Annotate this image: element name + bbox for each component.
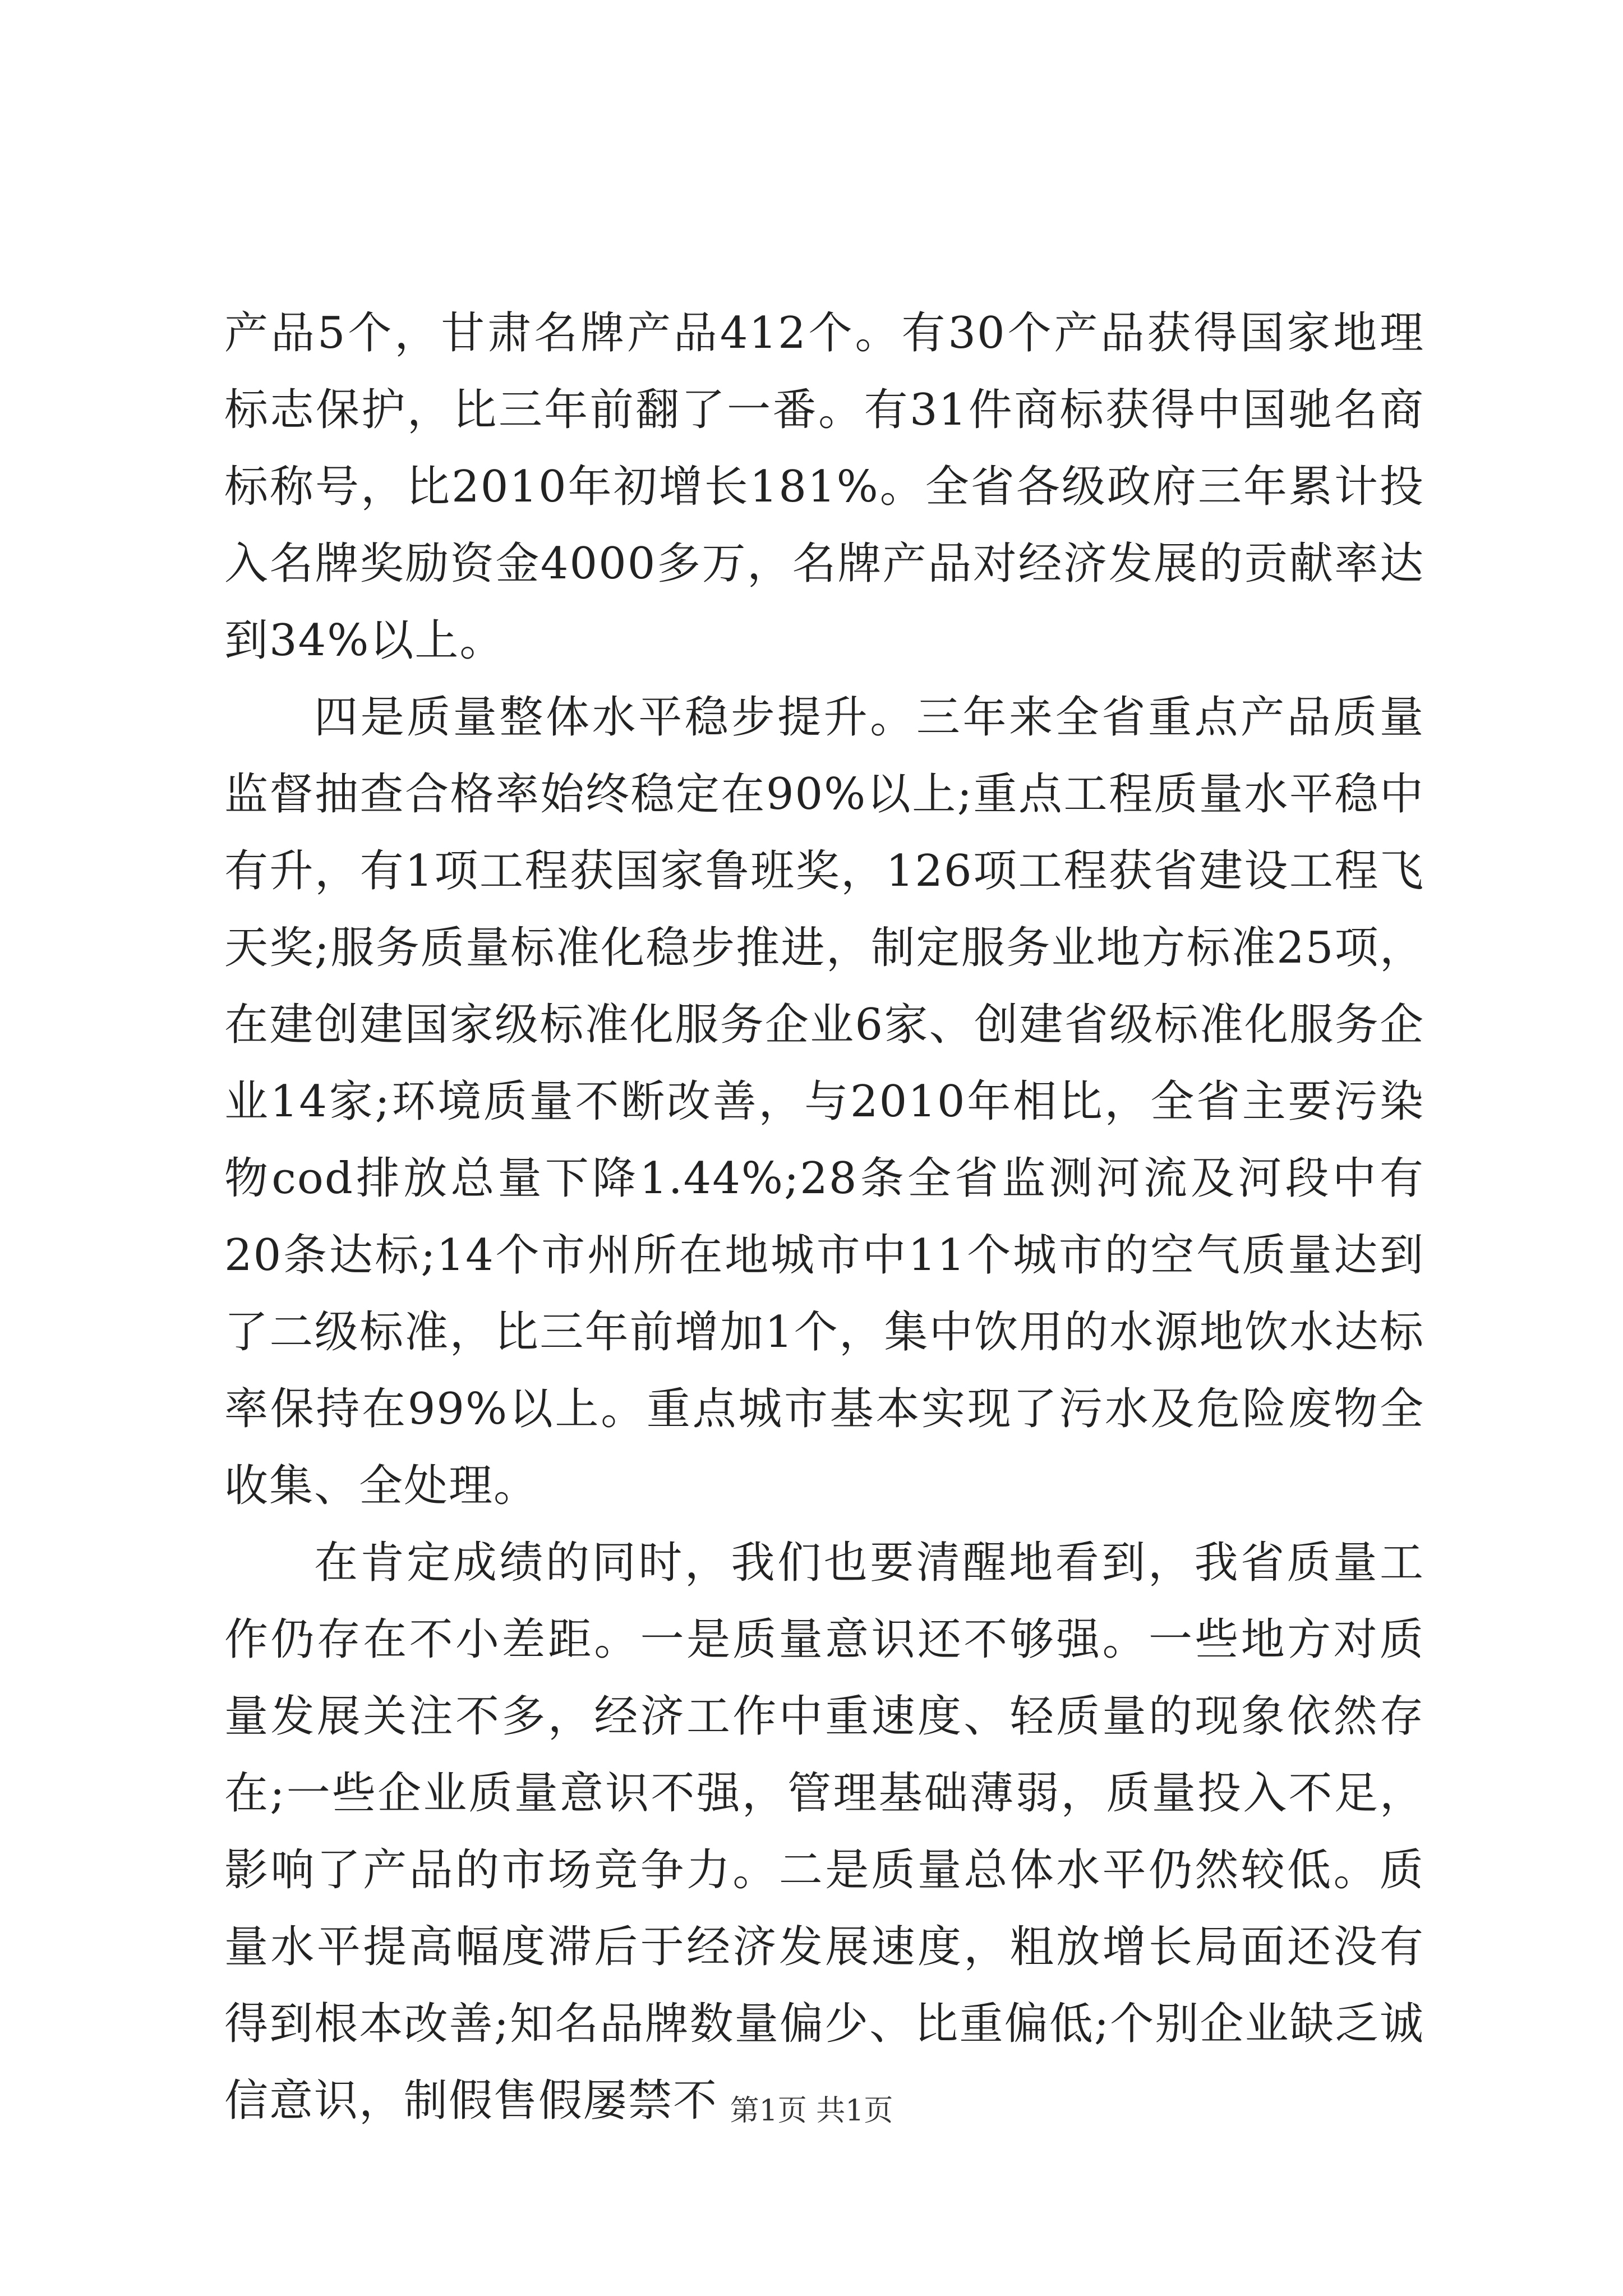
paragraph-quality-level: 四是质量整体水平稳步提升。三年来全省重点产品质量监督抽查合格率始终稳定在90%以上;重点工程质量水平稳中有升，有1项工程获国家鲁班奖，126项工程获省建设工程飞天奖;服务质量标准化稳步推进，制定服务业地方标准25项，在建创建国家级标准化服务企业6家、创建省级标准化服务企业14家;环境质量不断改善，与2010年相比，全省主要污染物cod排放总量下降1.44%;28条全省监测河流及河段中有20条达标;14个市州所在地城市中11个城市的空气质量达到了二级标准，比三年前增加1个，集中饮用的水源地饮水达标率保持在99%以上。重点城市基本实现了污水及危险废物全收集、全处理。 [224, 692, 1424, 1511]
page-footer: 第1页 共1页 [730, 2094, 893, 2128]
paragraph-gaps: 在肯定成绩的同时，我们也要清醒地看到，我省质量工作仍存在不小差距。一是质量意识还不够强。一些地方对质量发展关注不多，经济工作中重速度、轻质量的现象依然存在;一些企业质量意识不强，管理基础薄弱，质量投入不足，影响了产品的市场竞争力。二是质量总体水平仍然较低。质量水平提高幅度滞后于经济发展速度，粗放增长局面还没有得到根本改善;知名品牌数量偏少、比重偏低;个别企业缺乏诚信意识，制假售假屡禁不 [224, 1538, 1424, 2126]
paragraph-continuation: 产品5个，甘肃名牌产品412个。有30个产品获得国家地理标志保护，比三年前翻了一番。有31件商标获得中国驰名商标称号，比2010年初增长181%。全省各级政府三年累计投入名牌奖励资金4000多万，名牌产品对经济发展的贡献率达到34%以上。 [224, 308, 1424, 666]
document-body [224, 295, 1424, 2139]
